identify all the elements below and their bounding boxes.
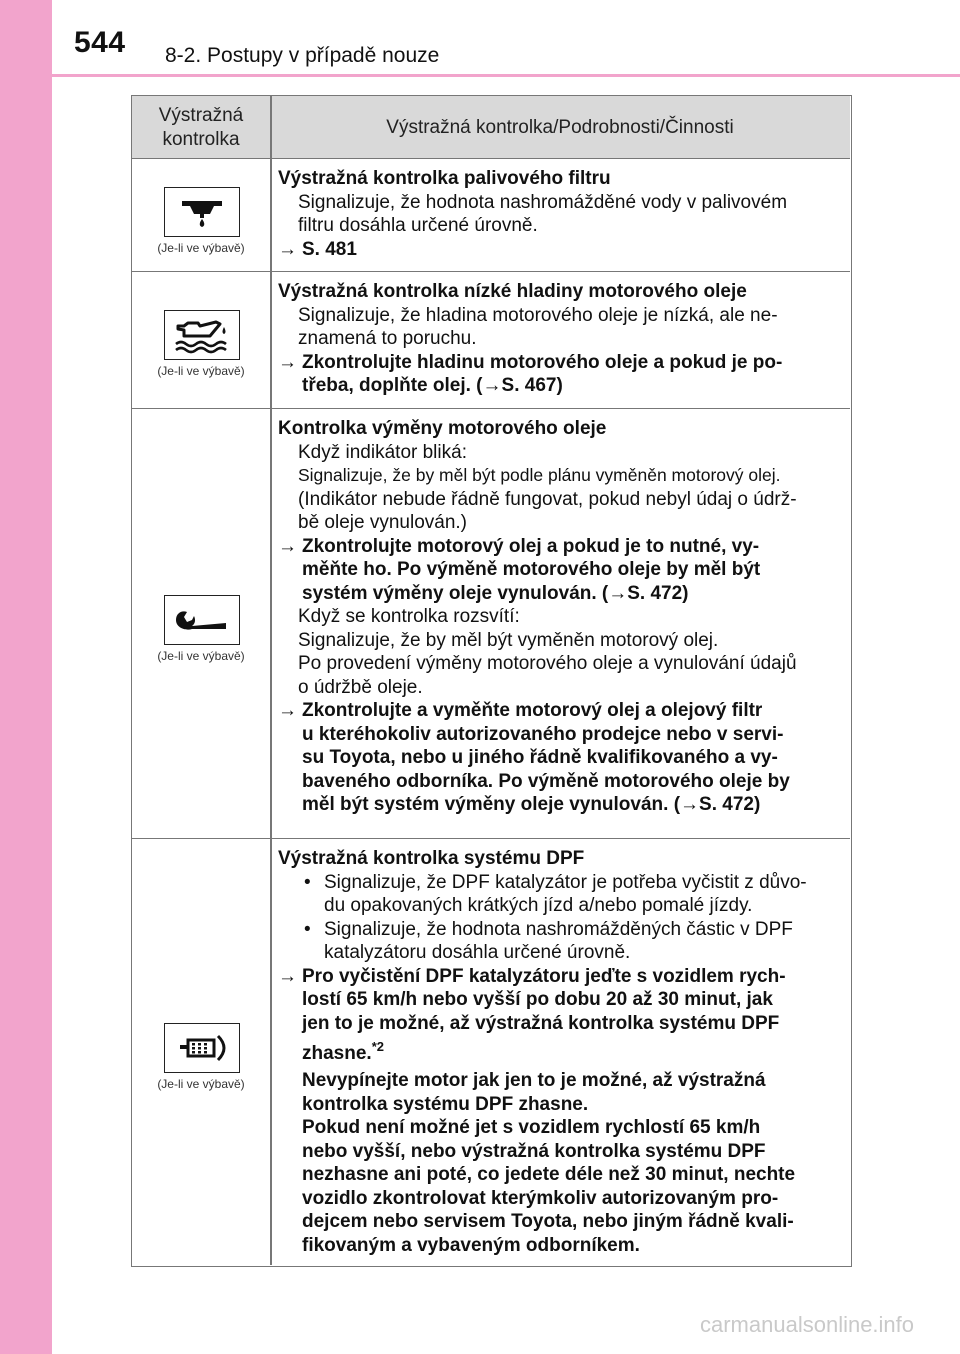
action-text: kontrolka systému DPF zhasne. bbox=[302, 1093, 589, 1115]
action-text: Zkontrolujte motorový olej a pokud je to nutné, vy- bbox=[302, 535, 760, 557]
detail-line: Po provedení výměny motorového oleje a vynulování údajů bbox=[298, 653, 797, 674]
details-cell bbox=[278, 280, 848, 398]
icon-cell bbox=[132, 272, 270, 408]
column-header-light-line1: Výstražná bbox=[158, 104, 244, 126]
detail-line: Signalizuje, že by měl být podle plánu vyměněn motorový olej. bbox=[298, 465, 781, 485]
action-text: dejcem nebo servisem Toyota, nebo jiným řádně kvali- bbox=[302, 1211, 794, 1232]
arrow-icon: → bbox=[278, 965, 297, 987]
action-text: Pokud není možné jet s vozidlem rychlostí 65 km/h bbox=[302, 1117, 761, 1138]
footnote-marker: *2 bbox=[371, 1039, 384, 1054]
column-header-light bbox=[132, 96, 270, 159]
detail-line: Signalizuje, že hodnota nashromážděné vody v palivovém bbox=[298, 191, 788, 213]
icon-cell bbox=[132, 159, 270, 271]
detail-line: Signalizuje, že hodnota nashromážděných částic v DPF bbox=[324, 918, 793, 940]
equipment-note: (Je-li ve výbavě) bbox=[157, 364, 245, 378]
detail-line: katalyzátoru dosáhla určené úrovně. bbox=[324, 942, 631, 963]
detail-line: o údržbě oleje. bbox=[298, 676, 423, 698]
light-title: Výstražná kontrolka palivového filtru bbox=[278, 168, 611, 189]
arrow-icon: → bbox=[278, 351, 297, 373]
fuel-filter-warning-icon bbox=[164, 187, 240, 237]
action-text: Nevypínejte motor jak jen to je možné, až výstražná bbox=[302, 1070, 766, 1091]
arrow-icon: → bbox=[482, 375, 502, 396]
page-number: 544 bbox=[74, 26, 126, 59]
table-header bbox=[132, 96, 850, 159]
action-text: zhasne. bbox=[302, 1043, 372, 1064]
action-text: u kteréhokoliv autorizovaného prodejce nebo v servi- bbox=[302, 723, 784, 745]
column-header-light-line2: kontrolka bbox=[162, 128, 240, 150]
action-text: su Toyota, nebo u jiného řádně kvalifikovaného a vy- bbox=[302, 747, 778, 768]
detail-line: Signalizuje, že hladina motorového oleje je nízká, ale ne- bbox=[298, 304, 778, 326]
table-row-fuel-filter bbox=[132, 159, 850, 272]
page-reference-link[interactable]: S. 472) bbox=[627, 582, 689, 604]
detail-line: Když indikátor bliká: bbox=[298, 441, 467, 463]
light-title: Výstražná kontrolka systému DPF bbox=[278, 848, 585, 869]
action-text: vozidlo zkontrolovat kterýmkoliv autorizovaným pro- bbox=[302, 1187, 779, 1209]
action-text: jen to je možné, až výstražná kontrolka systému DPF bbox=[302, 1012, 780, 1034]
page-reference-link[interactable]: S. 467) bbox=[501, 375, 563, 396]
dpf-warning-icon bbox=[164, 1023, 240, 1073]
action-text: nebo vyšší, nebo výstražná kontrolka systému DPF bbox=[302, 1140, 766, 1162]
detail-line: Signalizuje, že DPF katalyzátor je potřeba vyčistit z důvo- bbox=[324, 871, 807, 893]
arrow-icon: → bbox=[278, 700, 297, 721]
table-row-oil-change bbox=[132, 409, 850, 839]
arrow-icon: → bbox=[278, 535, 297, 557]
detail-line: filtru dosáhla určené úrovně. bbox=[298, 215, 538, 236]
table-row-low-oil-level bbox=[132, 272, 850, 409]
action-text: nezhasne ani poté, co jedete déle než 30 minut, nechte bbox=[302, 1164, 796, 1185]
arrow-icon: → bbox=[680, 794, 700, 815]
section-title: 8-2. Postupy v případě nouze bbox=[165, 44, 440, 67]
detail-line: bě oleje vynulován.) bbox=[298, 512, 467, 533]
side-color-band bbox=[0, 0, 52, 1354]
bullet-icon: • bbox=[304, 918, 311, 940]
equipment-note: (Je-li ve výbavě) bbox=[157, 649, 245, 663]
action-text: měňte ho. Po výměně motorového oleje by měl být bbox=[302, 559, 761, 580]
page-reference-link[interactable]: S. 481 bbox=[302, 238, 357, 260]
action-text: systém výměny oleje vynulován. ( bbox=[302, 582, 609, 604]
detail-line: znamená to poruchu. bbox=[298, 328, 477, 349]
bullet-icon: • bbox=[304, 871, 311, 893]
table-row-dpf bbox=[132, 839, 850, 1265]
low-oil-level-icon bbox=[164, 310, 240, 360]
light-title: Výstražná kontrolka nízké hladiny motorového oleje bbox=[278, 281, 747, 302]
detail-line: du opakovaných krátkých jízd a/nebo pomalé jízdy. bbox=[324, 895, 753, 916]
action-text: Zkontrolujte hladinu motorového oleje a pokud je po- bbox=[302, 351, 783, 373]
details-cell bbox=[278, 417, 848, 817]
action-text: Pro vyčistění DPF katalyzátoru jeďte s vozidlem rych- bbox=[302, 965, 786, 987]
oil-change-wrench-icon bbox=[164, 595, 240, 645]
action-text: třeba, doplňte olej. ( bbox=[302, 375, 483, 396]
action-text: Zkontrolujte a vyměňte motorový olej a olejový filtr bbox=[302, 700, 763, 721]
equipment-note: (Je-li ve výbavě) bbox=[157, 241, 245, 255]
action-text: fikovaným a vybaveným odborníkem. bbox=[302, 1234, 640, 1256]
equipment-note: (Je-li ve výbavě) bbox=[157, 1077, 245, 1091]
action-text: baveného odborníka. Po výměně motorového oleje by bbox=[302, 770, 790, 792]
warning-lights-table bbox=[131, 95, 852, 1267]
action-text: měl být systém výměny oleje vynulován. ( bbox=[302, 794, 681, 815]
watermark: carmanualsonline.info bbox=[700, 1312, 915, 1337]
header-rule bbox=[52, 74, 960, 77]
page-reference-link[interactable]: S. 472) bbox=[699, 794, 761, 815]
action-text: lostí 65 km/h nebo vyšší po dobu 20 až 30 minut, jak bbox=[302, 989, 773, 1010]
icon-cell bbox=[132, 839, 270, 1265]
icon-cell bbox=[132, 409, 270, 838]
arrow-icon: → bbox=[608, 582, 628, 604]
detail-line: Signalizuje, že by měl být vyměněn motorový olej. bbox=[298, 629, 719, 651]
light-title: Kontrolka výměny motorového oleje bbox=[278, 418, 607, 439]
detail-line: Když se kontrolka rozsvítí: bbox=[298, 606, 520, 627]
details-cell bbox=[278, 847, 848, 1257]
details-cell bbox=[278, 167, 848, 261]
arrow-icon: → bbox=[278, 238, 297, 260]
detail-line: (Indikátor nebude řádně fungovat, pokud nebyl údaj o údrž- bbox=[298, 488, 797, 510]
column-header-details: Výstražná kontrolka/Podrobnosti/Činnosti bbox=[386, 116, 734, 138]
